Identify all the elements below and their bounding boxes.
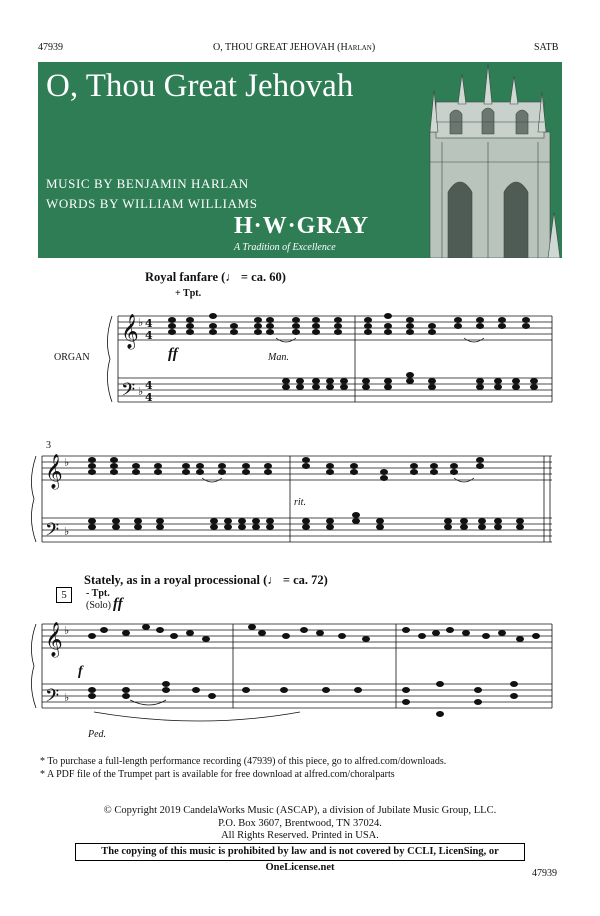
treble-clef-icon: 𝄞 bbox=[45, 622, 63, 657]
bass-clef-icon: 𝄢 bbox=[45, 520, 60, 545]
treble-clef-icon: 𝄞 bbox=[121, 314, 139, 349]
tempo-marking-1: Royal fanfare (♩ = ca. 60) bbox=[145, 270, 286, 284]
measure-number-3: 3 bbox=[46, 440, 51, 451]
pedal-marking: Ped. bbox=[88, 729, 107, 740]
trumpet-cue-1: + Tpt. bbox=[175, 288, 202, 299]
copyright-line-1: © Copyright 2019 CandelaWorks Music (ASCAP), a division of Jubilate Music Group, LLC. bbox=[103, 805, 497, 816]
system-3-treble-staff bbox=[42, 624, 552, 648]
publisher-logo: H·W·GRAY bbox=[234, 213, 370, 239]
running-title-prefix: O, THOU GREAT JEHOVAH ( bbox=[213, 42, 341, 53]
svg-text:♭: ♭ bbox=[64, 624, 70, 637]
solo-marking: (Solo) bbox=[86, 600, 111, 611]
svg-text:♭: ♭ bbox=[138, 316, 144, 329]
bass-clef-icon: 𝄢 bbox=[121, 380, 136, 405]
svg-text:4: 4 bbox=[145, 379, 153, 392]
page-footer-number: 47939 bbox=[532, 868, 557, 879]
copyright-line-3: All Rights Reserved. Printed in USA. bbox=[221, 830, 379, 841]
dynamic-ff-2: ff bbox=[113, 596, 123, 612]
svg-text:♭: ♭ bbox=[64, 525, 70, 538]
music-credit: MUSIC BY BENJAMIN HARLAN bbox=[46, 176, 249, 191]
svg-text:4: 4 bbox=[145, 329, 153, 342]
words-credit: WORDS BY WILLIAM WILLIAMS bbox=[46, 196, 258, 211]
piece-title: O, Thou Great Jehovah bbox=[46, 68, 354, 104]
system-3-notes bbox=[88, 624, 540, 717]
catalog-number: 47939 bbox=[38, 42, 63, 53]
svg-text:♭: ♭ bbox=[138, 385, 144, 398]
treble-clef-icon: 𝄞 bbox=[45, 454, 63, 489]
measure-number-5: 5 bbox=[56, 587, 72, 603]
publisher-tagline: A Tradition of Excellence bbox=[234, 242, 336, 253]
system-3-bass-staff bbox=[42, 684, 552, 708]
system-1-bass-staff bbox=[118, 378, 552, 402]
part-label: ORGAN bbox=[54, 352, 90, 363]
dynamic-ff-1: ff bbox=[168, 346, 178, 362]
footnote-recording: * To purchase a full-length performance recording (47939) of this piece, go to alfred.com/downloads. bbox=[40, 756, 447, 767]
ritardando-marking: rit. bbox=[294, 497, 306, 508]
footnote-trumpet-pdf: * A PDF file of the Trumpet part is available for free download at alfred.com/choralparts bbox=[40, 769, 395, 780]
manual-marking: Man. bbox=[268, 352, 289, 363]
running-title-suffix: ) bbox=[371, 42, 376, 53]
svg-text:♭: ♭ bbox=[64, 456, 70, 469]
trumpet-cue-2: - Tpt. bbox=[86, 588, 110, 599]
system-1-lower-notes bbox=[282, 372, 538, 390]
system-2-treble-staff bbox=[42, 456, 552, 480]
running-title-tune: Harlan bbox=[340, 42, 372, 53]
bass-clef-icon: 𝄢 bbox=[45, 686, 60, 711]
dynamic-f: f bbox=[78, 664, 83, 679]
copyright-line-2: P.O. Box 3607, Brentwood, TN 37024. bbox=[218, 818, 382, 829]
svg-text:♭: ♭ bbox=[64, 691, 70, 704]
tempo-marking-2: Stately, as in a royal processional (♩ = ca. 72) bbox=[84, 573, 328, 587]
svg-text:4: 4 bbox=[145, 317, 153, 330]
copying-notice: The copying of this music is prohibited by law and is not covered by CCLI, LicenSing, or OneLicense.net bbox=[75, 843, 525, 861]
svg-text:4: 4 bbox=[145, 391, 153, 404]
voicing: SATB bbox=[534, 42, 559, 53]
